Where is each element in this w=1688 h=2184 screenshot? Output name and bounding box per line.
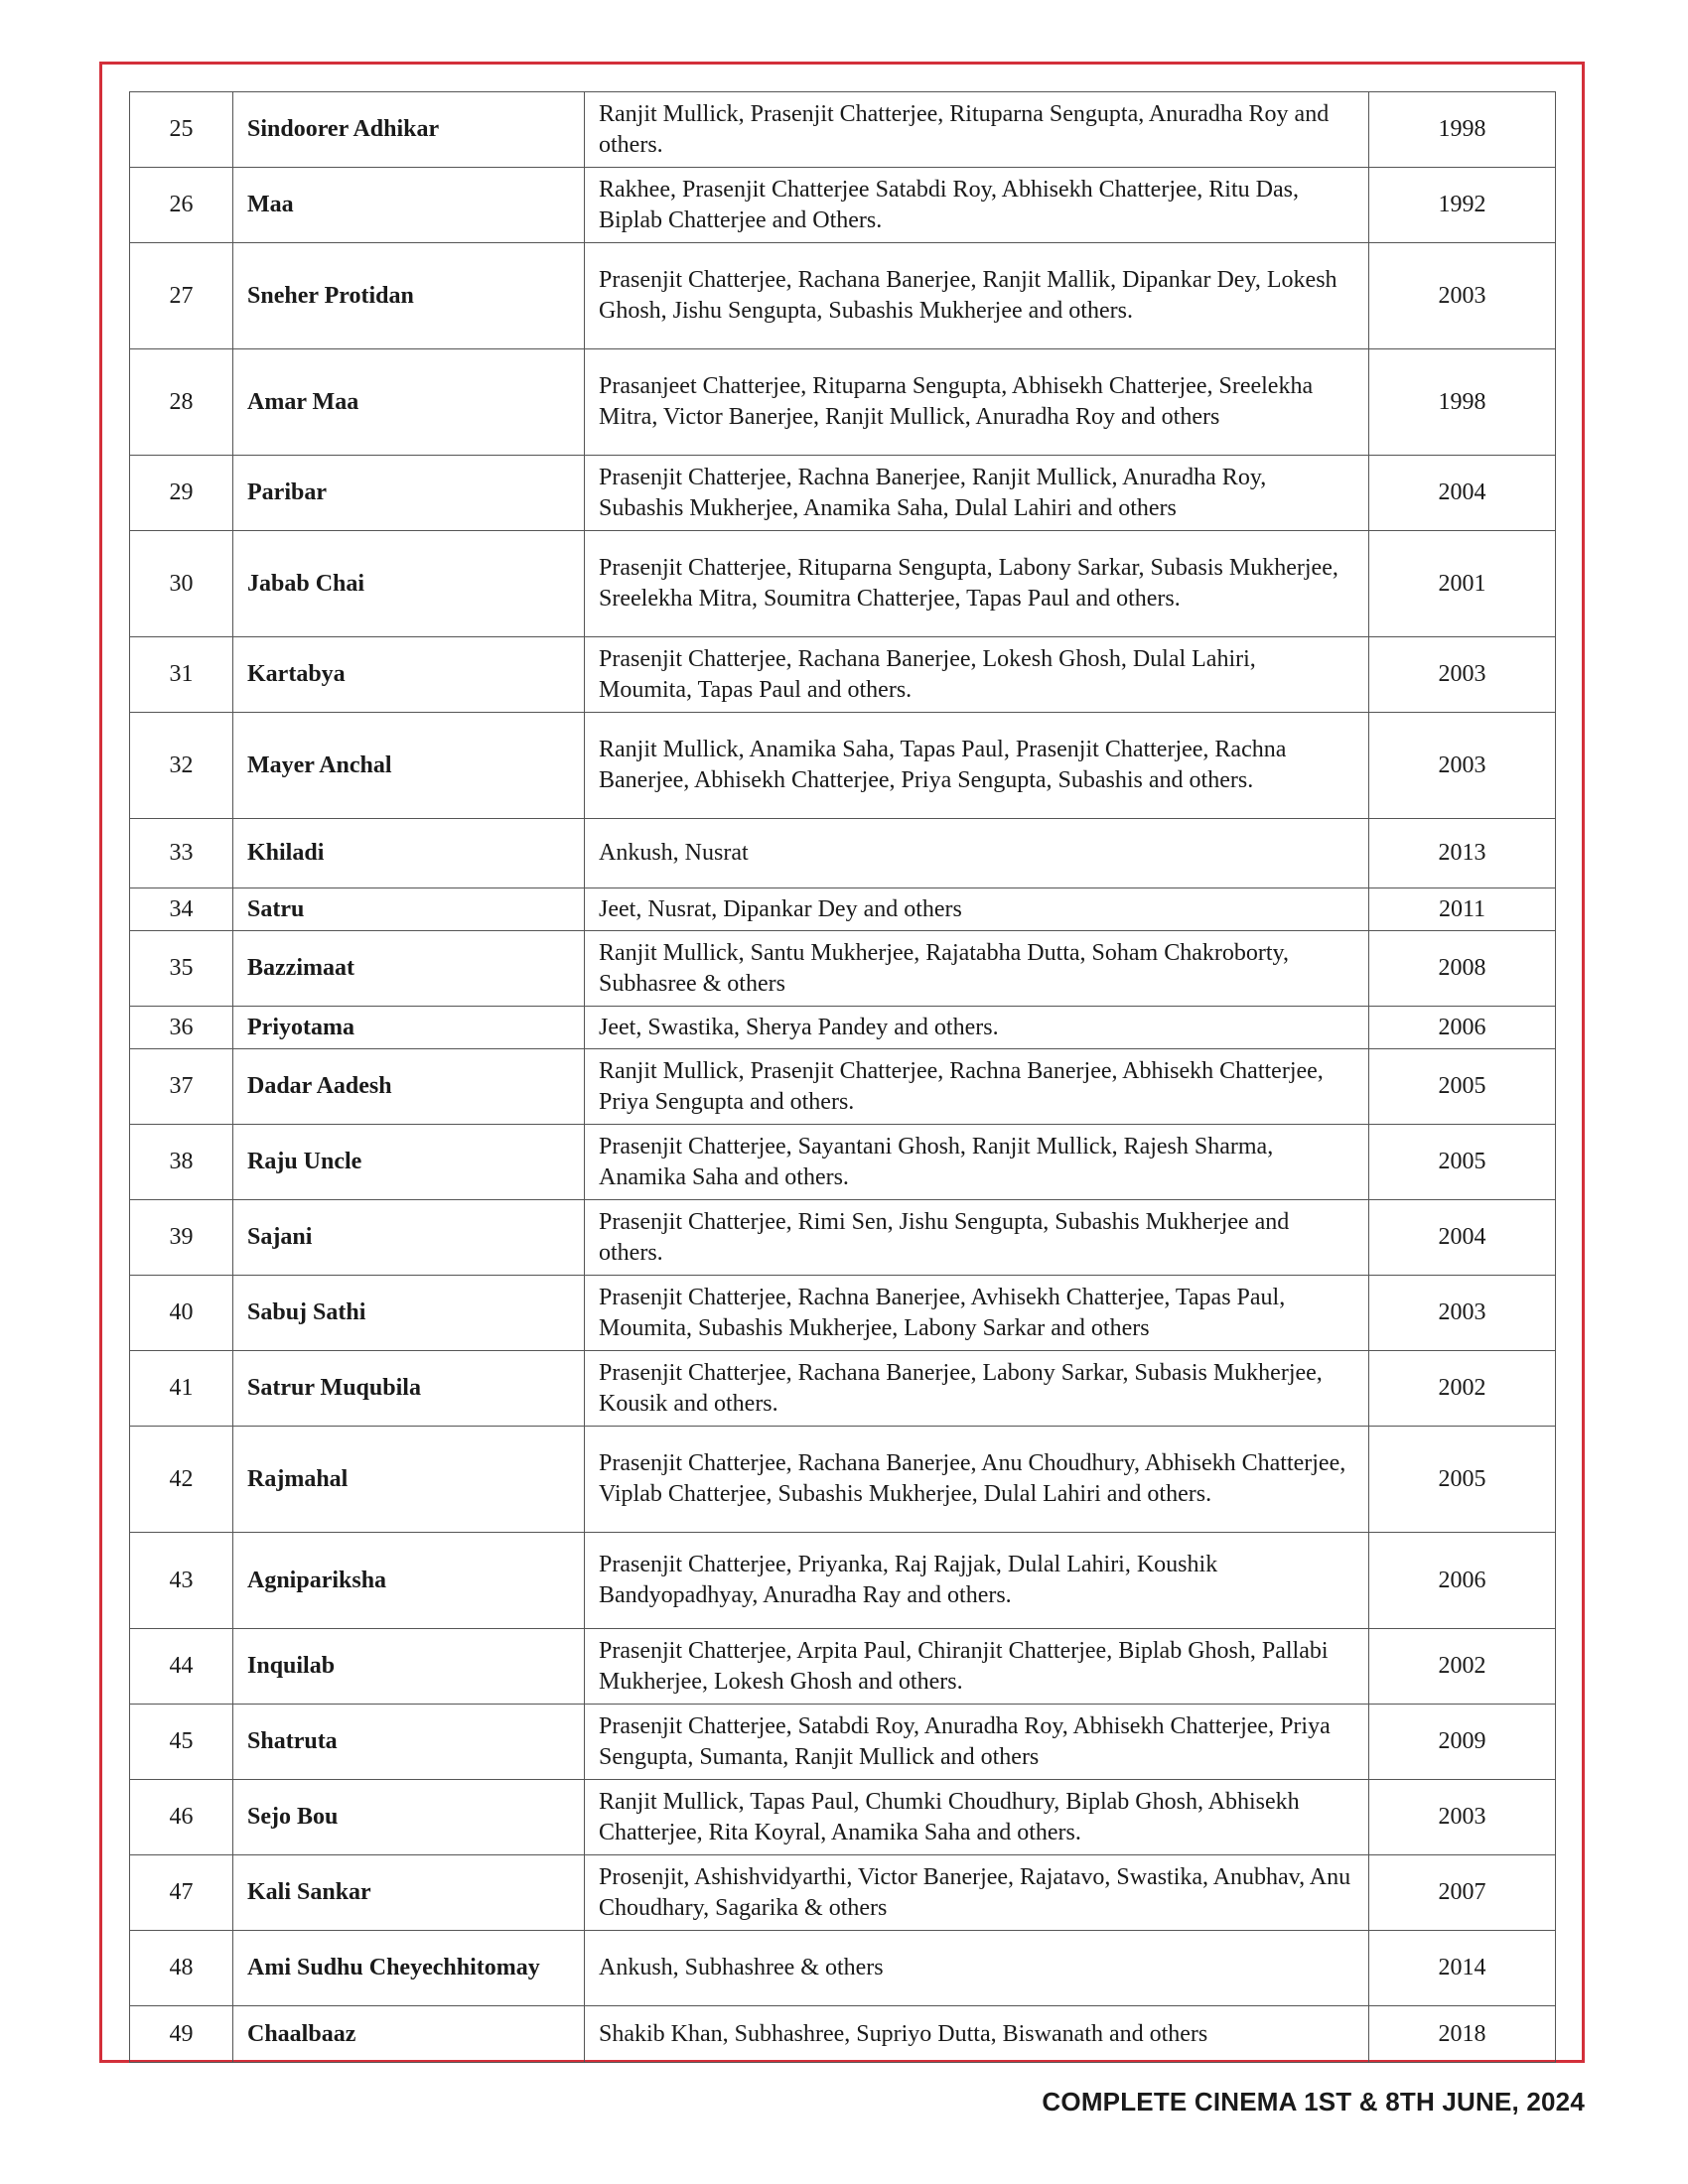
film-cast: Prasenjit Chatterjee, Priyanka, Raj Rajjak, Dulal Lahiri, Koushik Bandyopadhyay, Anuradha Ray and others. bbox=[585, 1533, 1369, 1629]
row-number: 44 bbox=[130, 1629, 233, 1705]
table-row bbox=[130, 1049, 1556, 1125]
film-title: Sejo Bou bbox=[233, 1780, 585, 1855]
row-number: 48 bbox=[130, 1931, 233, 2006]
row-number: 42 bbox=[130, 1427, 233, 1533]
film-year: 2006 bbox=[1369, 1533, 1556, 1629]
film-year: 2003 bbox=[1369, 243, 1556, 349]
row-number: 37 bbox=[130, 1049, 233, 1125]
film-year: 2004 bbox=[1369, 1200, 1556, 1276]
row-number: 30 bbox=[130, 531, 233, 637]
table-row bbox=[130, 92, 1556, 168]
film-cast: Ranjit Mullick, Tapas Paul, Chumki Choudhury, Biplab Ghosh, Abhisekh Chatterjee, Rita Koyral, Anamika Saha and others. bbox=[585, 1780, 1369, 1855]
film-title: Sindoorer Adhikar bbox=[233, 92, 585, 168]
film-title: Khiladi bbox=[233, 819, 585, 888]
table-row bbox=[130, 1276, 1556, 1351]
table-row bbox=[130, 531, 1556, 637]
table-row bbox=[130, 1427, 1556, 1533]
film-title: Raju Uncle bbox=[233, 1125, 585, 1200]
table-row bbox=[130, 1351, 1556, 1427]
film-title: Agnipariksha bbox=[233, 1533, 585, 1629]
film-title: Amar Maa bbox=[233, 349, 585, 456]
table-row bbox=[130, 1200, 1556, 1276]
row-number: 28 bbox=[130, 349, 233, 456]
table-row bbox=[130, 349, 1556, 456]
film-cast: Prasenjit Chatterjee, Rachana Banerjee, Labony Sarkar, Subasis Mukherjee, Kousik and others. bbox=[585, 1351, 1369, 1427]
film-cast: Ankush, Nusrat bbox=[585, 819, 1369, 888]
table-row bbox=[130, 713, 1556, 819]
film-title: Satru bbox=[233, 888, 585, 931]
film-cast: Ranjit Mullick, Anamika Saha, Tapas Paul, Prasenjit Chatterjee, Rachna Banerjee, Abhisekh Chatterjee, Priya Sengupta, Subashis and others. bbox=[585, 713, 1369, 819]
film-year: 2002 bbox=[1369, 1629, 1556, 1705]
film-year: 2007 bbox=[1369, 1855, 1556, 1931]
film-title: Sajani bbox=[233, 1200, 585, 1276]
film-cast: Prasenjit Chatterjee, Rachna Banerjee, Ranjit Mullick, Anuradha Roy, Subashis Mukherjee, Anamika Saha, Dulal Lahiri and others bbox=[585, 456, 1369, 531]
film-title: Ami Sudhu Cheyechhitomay bbox=[233, 1931, 585, 2006]
table-row bbox=[130, 1007, 1556, 1049]
row-number: 39 bbox=[130, 1200, 233, 1276]
film-year: 2018 bbox=[1369, 2006, 1556, 2063]
film-table bbox=[129, 91, 1556, 2063]
film-title: Sneher Protidan bbox=[233, 243, 585, 349]
film-cast: Prasenjit Chatterjee, Rachana Banerjee, Lokesh Ghosh, Dulal Lahiri, Moumita, Tapas Paul and others. bbox=[585, 637, 1369, 713]
film-title: Satrur Muqubila bbox=[233, 1351, 585, 1427]
film-cast: Prasanjeet Chatterjee, Rituparna Sengupta, Abhisekh Chatterjee, Sreelekha Mitra, Victor Banerjee, Ranjit Mullick, Anuradha Roy and others bbox=[585, 349, 1369, 456]
film-year: 2003 bbox=[1369, 1780, 1556, 1855]
row-number: 29 bbox=[130, 456, 233, 531]
film-cast: Prosenjit, Ashishvidyarthi, Victor Banerjee, Rajatavo, Swastika, Anubhav, Anu Choudhary, Sagarika & others bbox=[585, 1855, 1369, 1931]
table-row bbox=[130, 456, 1556, 531]
page-footer: COMPLETE CINEMA 1ST & 8TH JUNE, 2024 bbox=[1042, 2087, 1585, 2116]
row-number: 46 bbox=[130, 1780, 233, 1855]
film-cast: Rakhee, Prasenjit Chatterjee Satabdi Roy, Abhisekh Chatterjee, Ritu Das, Biplab Chatterjee and Others. bbox=[585, 168, 1369, 243]
film-title: Chaalbaaz bbox=[233, 2006, 585, 2063]
film-cast: Prasenjit Chatterjee, Rachana Banerjee, Anu Choudhury, Abhisekh Chatterjee, Viplab Chatterjee, Subashis Mukherjee, Dulal Lahiri and others. bbox=[585, 1427, 1369, 1533]
film-title: Bazzimaat bbox=[233, 931, 585, 1007]
table-row bbox=[130, 1931, 1556, 2006]
table-row bbox=[130, 637, 1556, 713]
film-title: Inquilab bbox=[233, 1629, 585, 1705]
film-cast: Jeet, Swastika, Sherya Pandey and others. bbox=[585, 1007, 1369, 1049]
film-cast: Prasenjit Chatterjee, Rachana Banerjee, Ranjit Mallik, Dipankar Dey, Lokesh Ghosh, Jishu Sengupta, Subashis Mukherjee and others. bbox=[585, 243, 1369, 349]
film-year: 2005 bbox=[1369, 1125, 1556, 1200]
row-number: 41 bbox=[130, 1351, 233, 1427]
film-year: 2009 bbox=[1369, 1705, 1556, 1780]
row-number: 27 bbox=[130, 243, 233, 349]
row-number: 47 bbox=[130, 1855, 233, 1931]
film-cast: Prasenjit Chatterjee, Arpita Paul, Chiranjit Chatterjee, Biplab Ghosh, Pallabi Mukherjee, Lokesh Ghosh and others. bbox=[585, 1629, 1369, 1705]
film-title: Rajmahal bbox=[233, 1427, 585, 1533]
film-cast: Shakib Khan, Subhashree, Supriyo Dutta, Biswanath and others bbox=[585, 2006, 1369, 2063]
table-row bbox=[130, 168, 1556, 243]
film-year: 2005 bbox=[1369, 1427, 1556, 1533]
film-year: 1992 bbox=[1369, 168, 1556, 243]
film-year: 2006 bbox=[1369, 1007, 1556, 1049]
film-year: 1998 bbox=[1369, 349, 1556, 456]
film-cast: Ranjit Mullick, Santu Mukherjee, Rajatabha Dutta, Soham Chakroborty, Subhasree & others bbox=[585, 931, 1369, 1007]
film-cast: Ankush, Subhashree & others bbox=[585, 1931, 1369, 2006]
film-year: 2011 bbox=[1369, 888, 1556, 931]
film-title: Jabab Chai bbox=[233, 531, 585, 637]
table-row bbox=[130, 1705, 1556, 1780]
film-title: Shatruta bbox=[233, 1705, 585, 1780]
film-cast: Ranjit Mullick, Prasenjit Chatterjee, Rachna Banerjee, Abhisekh Chatterjee, Priya Sengupta and others. bbox=[585, 1049, 1369, 1125]
film-year: 1998 bbox=[1369, 92, 1556, 168]
row-number: 43 bbox=[130, 1533, 233, 1629]
row-number: 45 bbox=[130, 1705, 233, 1780]
film-cast: Ranjit Mullick, Prasenjit Chatterjee, Rituparna Sengupta, Anuradha Roy and others. bbox=[585, 92, 1369, 168]
film-cast: Prasenjit Chatterjee, Rimi Sen, Jishu Sengupta, Subashis Mukherjee and others. bbox=[585, 1200, 1369, 1276]
film-cast: Prasenjit Chatterjee, Rituparna Sengupta, Labony Sarkar, Subasis Mukherjee, Sreelekha Mitra, Soumitra Chatterjee, Tapas Paul and others. bbox=[585, 531, 1369, 637]
row-number: 31 bbox=[130, 637, 233, 713]
film-title: Dadar Aadesh bbox=[233, 1049, 585, 1125]
row-number: 25 bbox=[130, 92, 233, 168]
film-year: 2005 bbox=[1369, 1049, 1556, 1125]
table-row bbox=[130, 243, 1556, 349]
row-number: 40 bbox=[130, 1276, 233, 1351]
film-title: Maa bbox=[233, 168, 585, 243]
film-title: Kali Sankar bbox=[233, 1855, 585, 1931]
table-row bbox=[130, 931, 1556, 1007]
film-title: Mayer Anchal bbox=[233, 713, 585, 819]
row-number: 36 bbox=[130, 1007, 233, 1049]
table-row bbox=[130, 1629, 1556, 1705]
film-year: 2002 bbox=[1369, 1351, 1556, 1427]
film-year: 2008 bbox=[1369, 931, 1556, 1007]
film-year: 2003 bbox=[1369, 1276, 1556, 1351]
table-row bbox=[130, 1125, 1556, 1200]
film-table-body bbox=[130, 92, 1556, 2063]
row-number: 38 bbox=[130, 1125, 233, 1200]
film-year: 2003 bbox=[1369, 713, 1556, 819]
film-year: 2003 bbox=[1369, 637, 1556, 713]
table-row bbox=[130, 888, 1556, 931]
table-row bbox=[130, 819, 1556, 888]
film-title: Paribar bbox=[233, 456, 585, 531]
row-number: 32 bbox=[130, 713, 233, 819]
row-number: 49 bbox=[130, 2006, 233, 2063]
row-number: 33 bbox=[130, 819, 233, 888]
film-year: 2001 bbox=[1369, 531, 1556, 637]
table-row bbox=[130, 2006, 1556, 2063]
row-number: 34 bbox=[130, 888, 233, 931]
table-row bbox=[130, 1855, 1556, 1931]
film-year: 2013 bbox=[1369, 819, 1556, 888]
film-cast: Prasenjit Chatterjee, Satabdi Roy, Anuradha Roy, Abhisekh Chatterjee, Priya Sengupta, Sumanta, Ranjit Mullick and others bbox=[585, 1705, 1369, 1780]
film-title: Sabuj Sathi bbox=[233, 1276, 585, 1351]
row-number: 35 bbox=[130, 931, 233, 1007]
film-cast: Prasenjit Chatterjee, Rachna Banerjee, Avhisekh Chatterjee, Tapas Paul, Moumita, Subashis Mukherjee, Labony Sarkar and others bbox=[585, 1276, 1369, 1351]
film-title: Priyotama bbox=[233, 1007, 585, 1049]
film-year: 2014 bbox=[1369, 1931, 1556, 2006]
film-title: Kartabya bbox=[233, 637, 585, 713]
table-row bbox=[130, 1780, 1556, 1855]
film-cast: Prasenjit Chatterjee, Sayantani Ghosh, Ranjit Mullick, Rajesh Sharma, Anamika Saha and others. bbox=[585, 1125, 1369, 1200]
table-row bbox=[130, 1533, 1556, 1629]
film-cast: Jeet, Nusrat, Dipankar Dey and others bbox=[585, 888, 1369, 931]
film-year: 2004 bbox=[1369, 456, 1556, 531]
row-number: 26 bbox=[130, 168, 233, 243]
